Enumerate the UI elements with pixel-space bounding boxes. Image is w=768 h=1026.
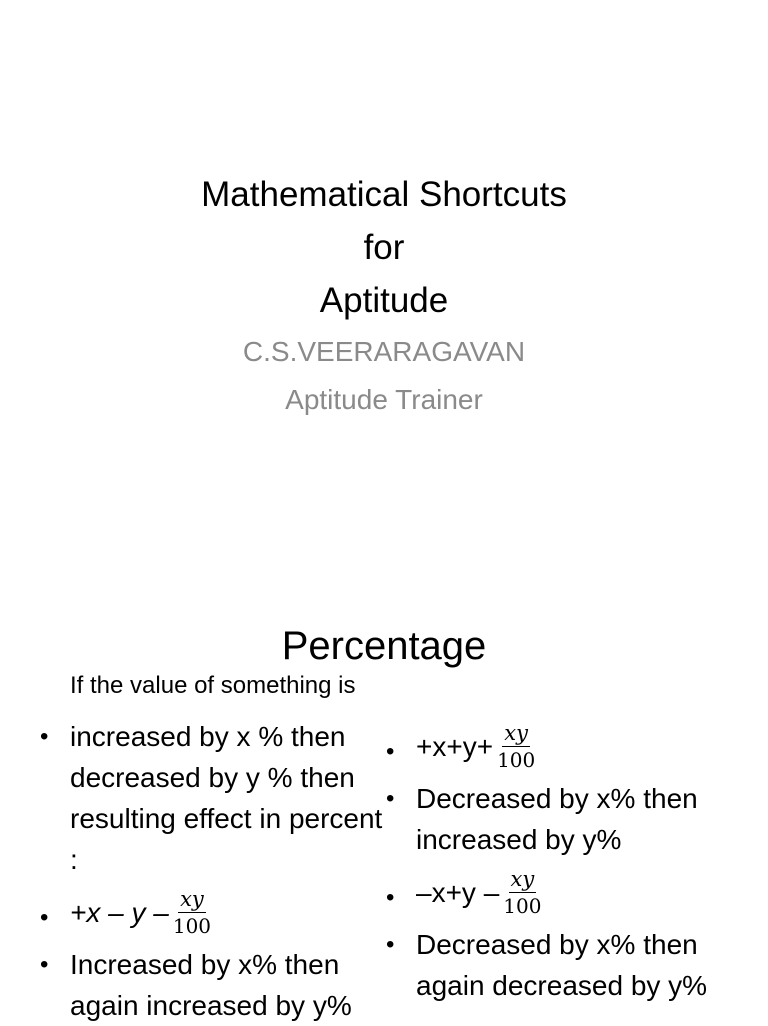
fraction — [497, 720, 536, 772]
fraction — [172, 886, 212, 938]
bullet-text: Increased by x% then again increased by y% — [70, 949, 352, 1021]
slide-title-line-2: for — [363, 228, 405, 267]
fraction-denominator: 100 — [497, 747, 536, 772]
bullet-text: Decreased by x% then again decreased by y% — [416, 929, 708, 1001]
bullet-text: Decreased by x% then increased by y% — [416, 783, 698, 855]
fraction-denominator: 100 — [503, 893, 542, 918]
formula-prefix: • +x – y – — [70, 896, 169, 928]
left-bullet-list — [40, 716, 390, 1026]
author-name: C.S.VEERARAGAVAN — [242, 336, 526, 367]
fraction-denominator: 100 — [172, 913, 212, 938]
fraction-numerator: xy — [504, 720, 529, 745]
percentage-slide — [0, 576, 768, 1024]
intro-text: If the value of something is — [70, 672, 356, 699]
formula-prefix: • –x+y – — [416, 876, 500, 908]
author-role: Aptitude Trainer — [285, 384, 483, 415]
fraction-numerator: xy — [180, 886, 204, 911]
bullet-item — [386, 924, 766, 1006]
formula — [416, 720, 536, 772]
fraction — [503, 866, 542, 918]
bullet-item — [40, 716, 390, 880]
right-bullet-list — [386, 714, 766, 1006]
bullet-text: increased by x % then decreased by y % then resulting effect in percent : — [70, 721, 383, 875]
bullet-item — [386, 778, 766, 860]
slide-title-line-3: Aptitude — [319, 281, 449, 320]
bullet-item — [40, 944, 390, 1026]
slide-heading: Percentage — [281, 624, 487, 668]
bullet-formula — [386, 860, 766, 924]
bullet-formula — [386, 714, 766, 778]
formula — [416, 866, 542, 918]
slide-title-line-1: Mathematical Shortcuts — [201, 175, 567, 214]
fraction-numerator: xy — [510, 866, 535, 891]
bullet-formula — [40, 880, 390, 944]
formula-prefix: • +x+y+ — [416, 730, 494, 762]
formula — [70, 886, 212, 938]
